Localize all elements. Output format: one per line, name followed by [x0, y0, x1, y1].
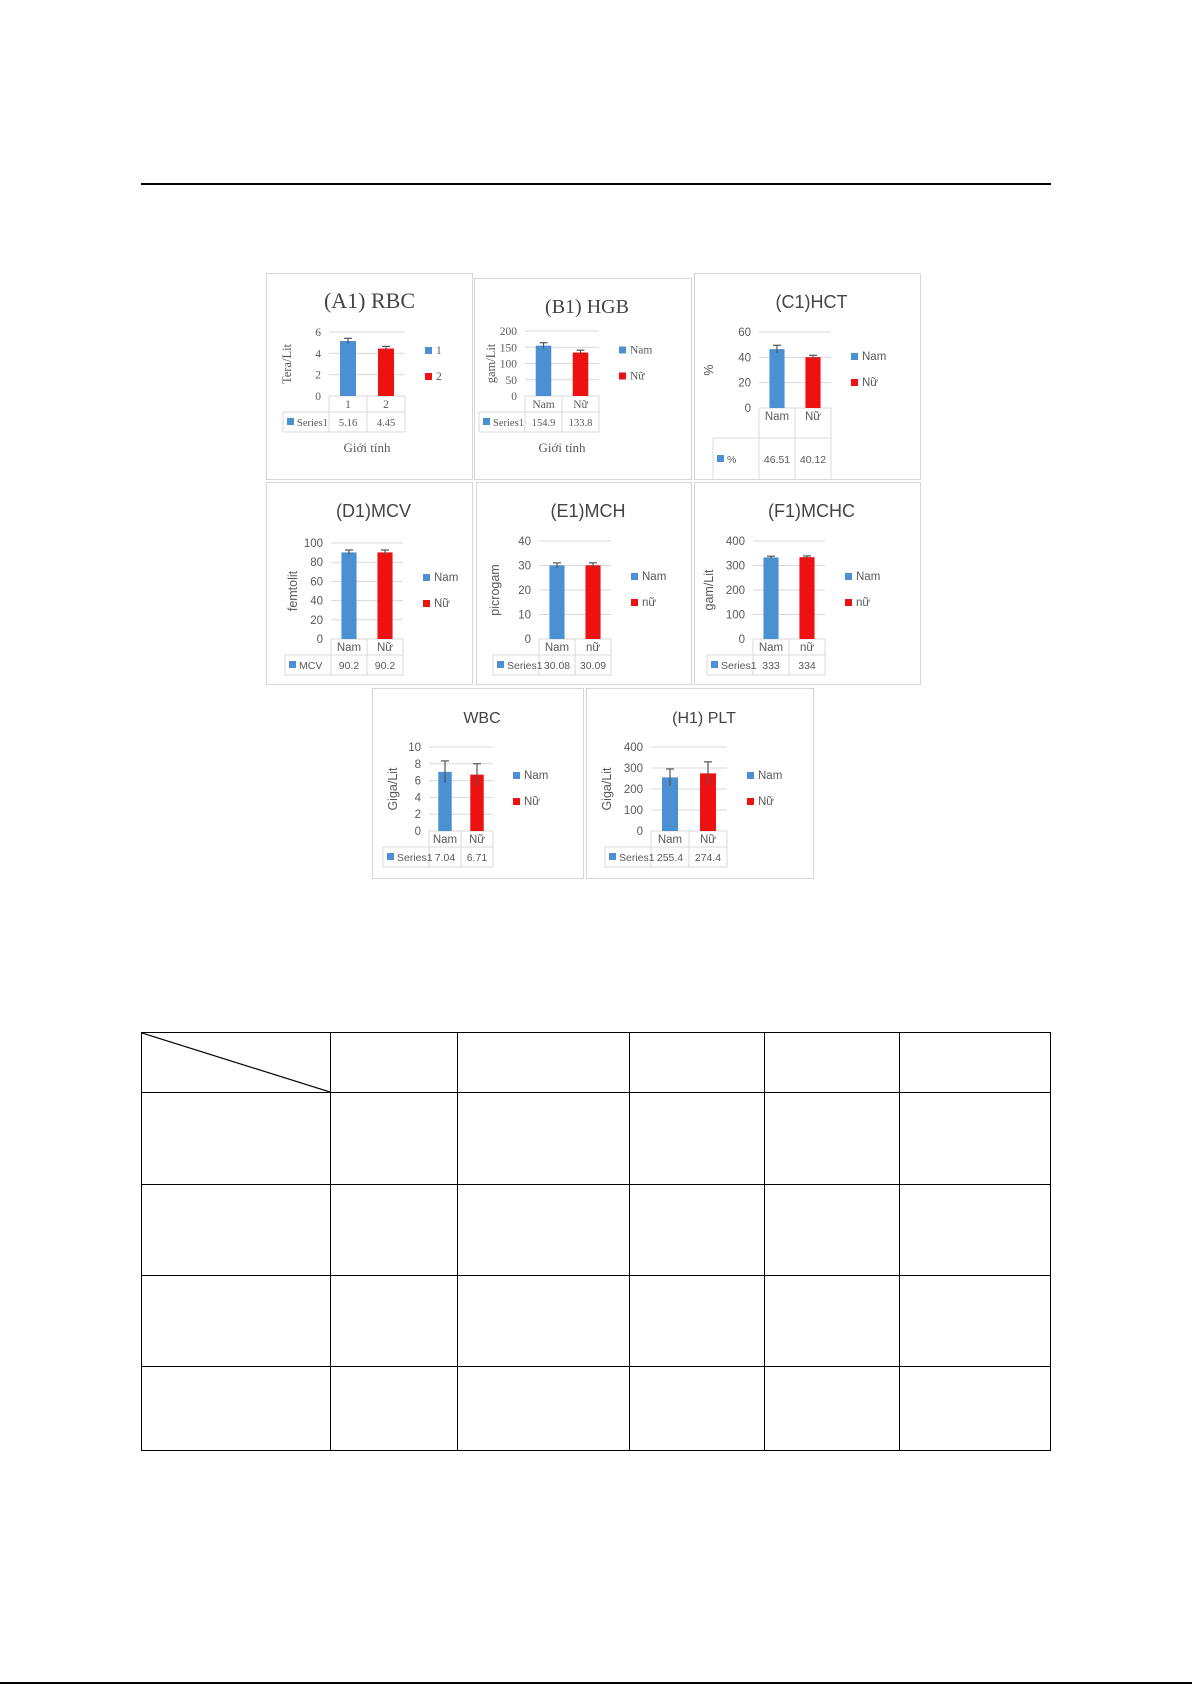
table-header-diagonal-cell	[142, 1033, 331, 1093]
table-cell	[765, 1367, 900, 1451]
legend-key-female	[619, 373, 626, 380]
y-tick-label: 30	[518, 560, 531, 573]
table-row	[142, 1276, 1051, 1367]
table-cell	[765, 1185, 900, 1276]
chart-hct	[694, 273, 921, 480]
table-cell	[630, 1367, 765, 1451]
legend-key-male	[619, 347, 626, 354]
table-cell	[900, 1093, 1051, 1185]
y-tick-label: 300	[623, 763, 643, 775]
chart-svg-c1	[695, 274, 920, 479]
y-tick-label: 50	[505, 374, 517, 387]
table-cell	[630, 1185, 765, 1276]
legend-label: Nam	[630, 344, 653, 357]
table-cell	[458, 1093, 630, 1185]
table-cell	[900, 1033, 1051, 1093]
bar-male	[549, 565, 564, 639]
legend-label: Nữ	[862, 377, 879, 389]
bar-female	[573, 353, 589, 396]
y-tick-label: 40	[518, 536, 531, 548]
legend-key-male	[425, 347, 432, 354]
table-series-label: %	[727, 454, 737, 466]
bar-male	[536, 346, 552, 396]
table-cell	[900, 1367, 1051, 1451]
y-tick-label: 150	[499, 342, 517, 355]
empty-table	[141, 1032, 1051, 1451]
x-tick-label: Nữ	[804, 411, 822, 423]
table-cell	[765, 1093, 900, 1185]
table-legend-key	[483, 418, 490, 425]
y-tick-label: 10	[518, 609, 531, 622]
legend-label: Nam	[524, 770, 549, 782]
x-tick-label: Nữ	[699, 834, 717, 846]
y-axis-title: femtolit	[286, 570, 300, 612]
legend-key-female	[513, 798, 520, 805]
y-tick-label: 40	[310, 595, 323, 608]
y-tick-label: 20	[518, 585, 531, 597]
table-series-label: Series1	[619, 852, 655, 864]
chart-title: WBC	[463, 710, 501, 727]
bar-female	[805, 357, 820, 408]
chart-svg-a1	[267, 274, 472, 479]
table-cell	[142, 1093, 331, 1185]
y-tick-label: 400	[623, 742, 643, 754]
chart-mch	[476, 482, 692, 685]
y-tick-label: 300	[725, 560, 745, 573]
table-cell	[142, 1185, 331, 1276]
legend-key-male	[513, 772, 520, 779]
bar-male	[340, 341, 356, 396]
table-cell	[458, 1276, 630, 1367]
header-rule	[141, 183, 1051, 185]
legend-key-male	[747, 772, 754, 779]
legend-key-female	[851, 379, 858, 386]
chart-svg-h1	[587, 689, 813, 878]
table-cell	[458, 1185, 630, 1276]
y-axis-title: Tera/Lit	[280, 343, 294, 385]
y-tick-label: 6	[414, 775, 421, 788]
chart-mchc	[694, 482, 921, 685]
y-axis-title: gam/Lit	[484, 343, 498, 384]
y-tick-label: 0	[316, 634, 323, 646]
y-tick-label: 4	[414, 792, 421, 805]
y-tick-label: 0	[414, 826, 421, 838]
table-cell	[331, 1185, 458, 1276]
x-axis-title: Giới tính	[538, 440, 586, 455]
y-tick-label: 0	[524, 634, 531, 646]
chart-rbc	[266, 273, 473, 480]
y-axis-title: %	[702, 364, 716, 376]
bar-female	[377, 552, 392, 639]
table-series-label: Series1	[297, 418, 328, 429]
table-value: 133.8	[568, 418, 593, 429]
x-tick-label: Nam	[336, 642, 362, 654]
x-axis-title: Giới tính	[343, 440, 391, 455]
chart-plt	[586, 688, 814, 879]
chart-svg-g1	[373, 689, 583, 878]
x-tick-label: Nam	[432, 834, 458, 846]
table-series-label: Series1	[397, 852, 433, 864]
y-tick-label: 0	[315, 391, 321, 403]
y-tick-label: 6	[315, 327, 321, 339]
chart-wbc	[372, 688, 584, 879]
y-axis-title: Giga/Lit	[386, 767, 400, 811]
table-cell	[630, 1033, 765, 1093]
table-cell	[458, 1367, 630, 1451]
table-value: 5.16	[338, 418, 358, 429]
table-cell	[331, 1093, 458, 1185]
chart-svg-d1	[267, 483, 472, 684]
x-tick-label: Nữ	[573, 399, 588, 411]
table-value: 154.9	[531, 418, 556, 429]
x-tick-label: nữ	[799, 642, 815, 654]
x-tick-label: Nam	[532, 399, 555, 411]
table-value: 333	[762, 660, 780, 672]
y-tick-label: 100	[303, 538, 323, 550]
y-tick-label: 100	[623, 805, 643, 817]
table-cell	[331, 1367, 458, 1451]
legend-label: nữ	[856, 597, 871, 609]
table-cell	[458, 1033, 630, 1093]
table-series-label: Series1	[721, 660, 757, 672]
table-cell	[900, 1276, 1051, 1367]
table-value: 46.51	[763, 454, 791, 466]
legend-key-male	[423, 574, 430, 581]
y-tick-label: 400	[725, 536, 745, 548]
y-tick-label: 200	[623, 784, 643, 796]
chart-title: (A1) RBC	[323, 288, 416, 313]
table-row	[142, 1033, 1051, 1093]
bar-male	[769, 349, 784, 408]
chart-title: (B1) HGB	[545, 296, 629, 318]
legend-key-female	[423, 600, 430, 607]
table-value: 30.08	[543, 660, 571, 672]
table-series-label: MCV	[299, 660, 323, 672]
legend-key-male	[845, 573, 852, 580]
legend-key-female	[631, 599, 638, 606]
y-tick-label: 4	[315, 348, 321, 361]
x-tick-label: Nam	[657, 834, 683, 846]
legend-label: 2	[436, 371, 442, 383]
y-axis-title: Giga/Lit	[600, 767, 614, 811]
y-tick-label: 200	[499, 326, 517, 338]
bar-male	[341, 552, 356, 639]
table-series-label: Series1	[493, 418, 524, 429]
y-tick-label: 200	[725, 585, 745, 597]
bar-female	[585, 565, 600, 639]
x-tick-label: Nữ	[468, 834, 486, 846]
legend-label: Nữ	[758, 796, 775, 808]
y-tick-label: 100	[499, 358, 517, 371]
table-value: 30.09	[579, 660, 607, 672]
table-value: 334	[798, 660, 816, 672]
table-legend-key	[497, 661, 504, 668]
legend-label: Nam	[758, 770, 783, 782]
y-tick-label: 0	[511, 391, 517, 403]
table-legend-key	[609, 853, 616, 860]
table-value: 274.4	[694, 852, 722, 864]
table-cell	[630, 1093, 765, 1185]
table-legend-key	[289, 661, 296, 668]
table-series-label: Series1	[507, 660, 543, 672]
table-cell	[331, 1276, 458, 1367]
table-value: 90.2	[338, 660, 360, 672]
table-cell	[765, 1276, 900, 1367]
table-row	[142, 1185, 1051, 1276]
table-value: 90.2	[374, 660, 396, 672]
legend-key-female	[845, 599, 852, 606]
chart-svg-f1	[695, 483, 920, 684]
legend-label: Nam	[642, 571, 667, 583]
table-cell	[142, 1367, 331, 1451]
legend-label: nữ	[642, 597, 657, 609]
legend-key-male	[631, 573, 638, 580]
y-tick-label: 0	[744, 403, 751, 415]
table-legend-key	[287, 418, 294, 425]
chart-mcv	[266, 482, 473, 685]
table-row	[142, 1367, 1051, 1451]
bar-male	[763, 557, 778, 639]
table-value: 255.4	[656, 852, 684, 864]
table-cell	[142, 1276, 331, 1367]
y-tick-label: 10	[408, 742, 421, 754]
chart-svg-b1	[475, 279, 691, 479]
bar-female	[378, 349, 394, 396]
table-value: 7.04	[434, 852, 456, 864]
legend-label: Nam	[856, 571, 881, 583]
y-tick-label: 2	[315, 369, 321, 382]
x-tick-label: 2	[383, 399, 389, 411]
y-tick-label: 0	[738, 634, 745, 646]
chart-hgb	[474, 278, 692, 480]
chart-title: (C1)HCT	[775, 292, 848, 312]
y-tick-label: 20	[310, 614, 323, 627]
x-tick-label: nữ	[585, 642, 601, 654]
chart-title: (H1) PLT	[672, 710, 736, 727]
footer-rule	[0, 1682, 1192, 1684]
x-tick-label: Nữ	[376, 642, 394, 654]
table-legend-key	[717, 455, 724, 462]
table-legend-key	[711, 661, 718, 668]
y-tick-label: 60	[310, 576, 323, 589]
table-row	[142, 1093, 1051, 1185]
y-tick-label: 0	[636, 826, 643, 838]
table-value: 40.12	[799, 454, 827, 466]
table-cell	[630, 1276, 765, 1367]
legend-key-female	[425, 373, 432, 380]
table-value: 6.71	[466, 852, 488, 864]
y-tick-label: 40	[738, 352, 751, 365]
legend-key-female	[747, 798, 754, 805]
legend-label: Nữ	[434, 598, 451, 610]
y-tick-label: 8	[414, 758, 421, 771]
legend-key-male	[851, 353, 858, 360]
table-legend-key	[387, 853, 394, 860]
y-tick-label: 100	[725, 609, 745, 622]
table-cell	[331, 1033, 458, 1093]
chart-svg-e1	[477, 483, 691, 684]
legend-label: Nam	[434, 572, 459, 584]
legend-label: Nữ	[524, 796, 541, 808]
chart-title: (F1)MCHC	[768, 501, 855, 521]
x-tick-label: Nam	[764, 411, 790, 423]
chart-title: (E1)MCH	[550, 501, 626, 521]
y-tick-label: 2	[414, 809, 421, 822]
legend-label: 1	[436, 345, 442, 357]
table-cell	[765, 1033, 900, 1093]
y-tick-label: 60	[738, 327, 751, 339]
legend-label: Nữ	[630, 370, 645, 383]
x-tick-label: Nam	[758, 642, 784, 654]
y-tick-label: 80	[310, 557, 323, 570]
x-tick-label: 1	[345, 399, 351, 411]
chart-title: (D1)MCV	[336, 501, 411, 521]
legend-label: Nam	[862, 351, 887, 363]
x-tick-label: Nam	[544, 642, 570, 654]
bar-female	[799, 557, 814, 639]
y-axis-title: picrogam	[488, 564, 502, 616]
table-value: 4.45	[376, 418, 396, 429]
y-axis-title: gam/Lit	[702, 569, 716, 611]
table-cell	[900, 1185, 1051, 1276]
y-tick-label: 20	[738, 377, 751, 390]
